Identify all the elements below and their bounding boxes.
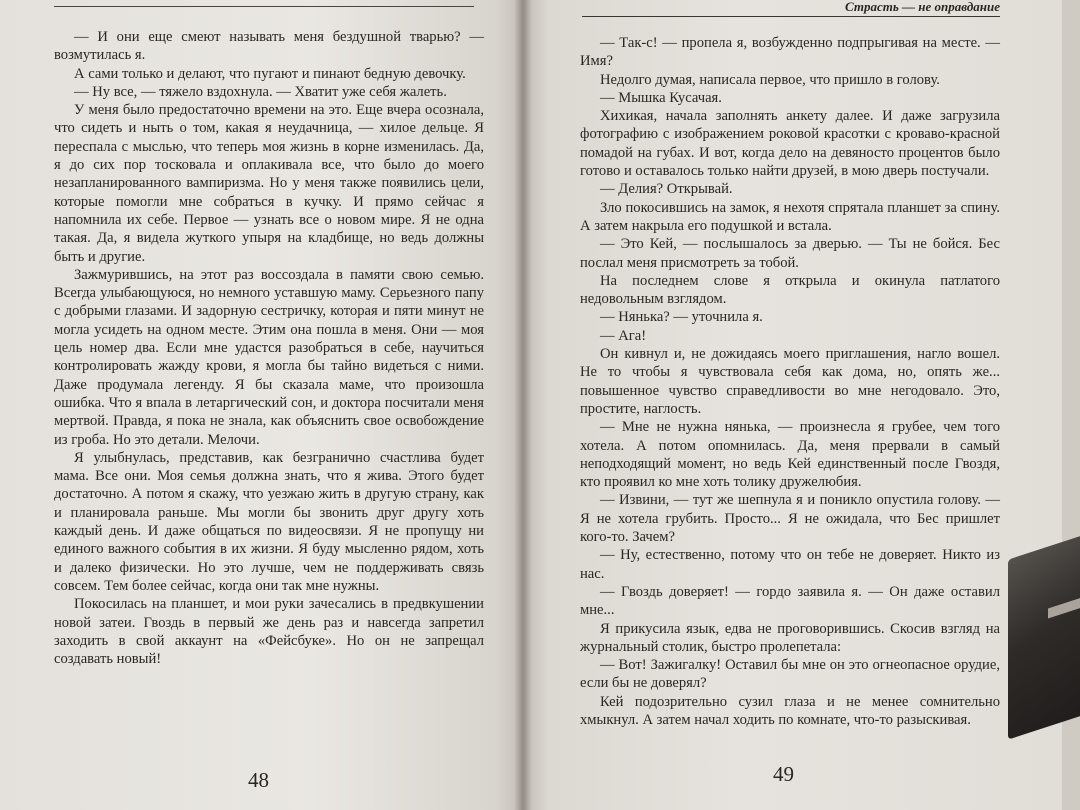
paragraph: — И они еще смеют называть меня бездушной тварью? — возмутилась я.	[54, 29, 484, 64]
paragraph: — Ну, естественно, потому что он тебе не доверяет. Никто из нас.	[580, 547, 1000, 582]
paragraph: — Делия? Открывай.	[600, 181, 733, 198]
right-page-text	[580, 34, 1000, 729]
paragraph: — Гвоздь доверяет! — гордо заявила я. — Он даже оставил мне...	[580, 583, 1000, 619]
paragraph: Кей подозрительно сузил глаза и не менее сомнительно хмыкнул. А затем начал ходить по комнате, что-то разыскивая.	[580, 693, 1000, 728]
paragraph: У меня было предостаточно времени на это. Еще вчера осознала, что сидеть и ныть о том, какая я неудачница, — хилое дельце. Я переспала с мыслью, что теперь моя жизнь в корне изменилась. Да, я до сих пор тосковала и оплакивала все, что было до моего незапланированного вампиризма. Но у меня также появились цели, которые помогли мне собраться в кучку. И прямо сейчас я напомнила их себе. Первое — узнать все о новом мире. Я не одна такая. Да, я видела жуткого упыря на кладбище, но ведь должны быть и другие.	[54, 102, 484, 265]
paragraph: Он кивнул и, не дожидаясь моего приглашения, нагло вошел. Не то чтобы я чувствовала себя как дома, но, опять же... повышенное чувство справедливости во мне негодовало. Это, простите, наглость.	[580, 346, 1000, 417]
paragraph: А сами только и делают, что пугают и пинают бедную девочку.	[74, 65, 466, 82]
left-header-rule	[54, 6, 474, 7]
paragraph: Я прикусила язык, едва не проговорившись. Скосив взгляд на журнальный столик, быстро пролепетала:	[580, 620, 1000, 655]
page-number-right: 49	[773, 762, 794, 786]
paragraph: Я улыбнулась, представив, как безгранично счастлива будет мама. Все они. Моя семья должна знать, что я жива. Этого будет достаточно. А потом я скажу, что уезжаю жить в другую страну, как и планировала раньше. Мы могли бы звонить друг другу хоть каждый день. И даже общаться по видеосвязи. Я не пропущу ни единого важного события в их жизни. Я буду мысленно рядом, хоть и далеко физически. Но это лучше, чем не поддерживать связь совсем. Тем более сейчас, когда они так мне нужны.	[54, 449, 484, 594]
paragraph: — Мне не нужна нянька, — произнесла я грубее, чем того хотела. А потом опомнилась. Да, меня прервали в самый неподходящий момент, но ведь Кей единственный после Гвоздя, кто проявил ко мне хоть толику дружелюбия.	[580, 419, 1000, 491]
phone-edge-object	[1008, 530, 1080, 739]
paragraph: Зажмурившись, на этот раз воссоздала в памяти свою семью. Всегда улыбающуюся, но немного уставшую маму. Серьезного папу с добрыми глазами. И задорную сестричку, которая и пяти минут не могла усидеть на одном месте. Этим она пошла в меня. Они — моя цель номер два. Если мне удастся разобраться в себе, научиться контролировать жажду крови, я могла бы тайно видеться с ними. Даже продумала легенду. Я бы сказала маме, что произошла ошибка. Что я впала в летаргический сон, и доктора посчитали меня мертвой. Правда, я пока не знала, как объяснить свое освобождение из гроба. Но это детали. Мелочи.	[54, 266, 484, 448]
paragraph: — Это Кей, — послышалось за дверью. — Ты не бойся. Бес послал меня присмотреть за тобой.	[580, 236, 1000, 271]
paragraph: Недолго думая, написала первое, что пришло в голову.	[600, 71, 940, 88]
paragraph: — Извини, — тут же шепнула я и поникло опустила голову. — Я не хотела грубить. Просто... Я не ожидала, что Бес пришлет кого-то. Зачем?	[580, 492, 1000, 546]
paragraph: — Так-с! — пропела я, возбужденно подпрыгивая на месте. — Имя?	[580, 35, 1000, 70]
paragraph: Зло покосившись на замок, я нехотя спрятала планшет за спину. А затем накрыла его подушкой и встала.	[580, 199, 1000, 234]
running-header: Страсть — не оправдание	[582, 0, 1000, 17]
page-number-left: 48	[248, 768, 269, 792]
paragraph: — Нянька? — уточнила я.	[600, 309, 763, 326]
left-page-text	[54, 28, 484, 668]
paragraph: — Вот! Зажигалку! Оставил бы мне он это огнеопасное орудие, если бы не доверял?	[580, 657, 1000, 692]
paragraph: — Ага!	[600, 327, 647, 344]
paragraph: На последнем слове я открыла и окинула патлатого недовольным взглядом.	[580, 272, 1000, 308]
paragraph: — Мышка Кусачая.	[600, 89, 722, 106]
book-gutter	[514, 0, 532, 810]
paragraph: Покосилась на планшет, и мои руки зачесались в предвкушении новой затеи. Гвоздь в первый же день раз и навсегда запретил заходить в свой аккаунт на «Фейсбуке». Но он не запрещал создавать новый!	[54, 596, 484, 668]
paragraph: Хихикая, начала заполнять анкету далее. И даже загрузила фотографию с изображением роковой красотки с кроваво-красной помадой на губах. И вот, когда дело на девяносто процентов было готово и оставалось только найти друзей, в мою дверь постучали.	[580, 108, 1000, 180]
paragraph: — Ну все, — тяжело вздохнула. — Хватит уже себя жалеть.	[74, 83, 447, 100]
